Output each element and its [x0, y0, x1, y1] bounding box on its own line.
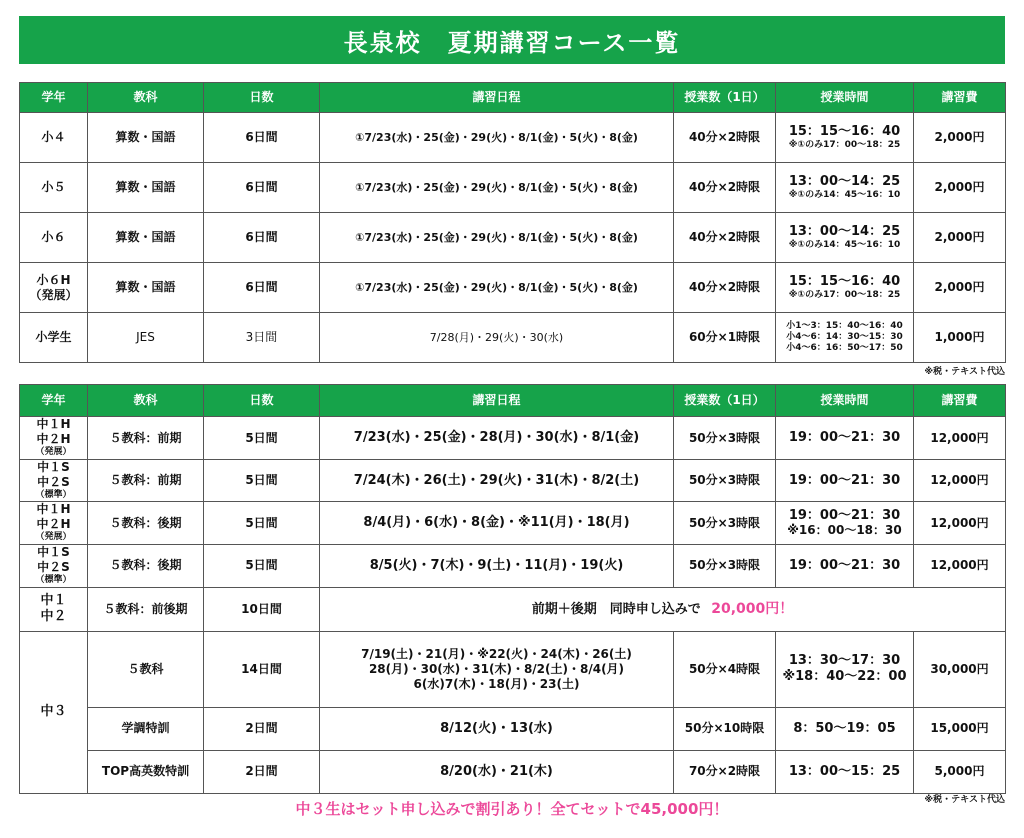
subject-cell: ５教科	[88, 631, 204, 707]
grade-cell: 中３	[20, 631, 88, 793]
time-cell	[776, 707, 914, 750]
time-main: 13：00〜15：25	[788, 763, 901, 779]
days-cell: 5日間	[204, 544, 320, 587]
grade-line: 中２S	[37, 475, 70, 489]
subject-cell: TOP高英数特訓	[88, 750, 204, 793]
table-row	[20, 313, 1006, 363]
time-main: 19：00〜21：30	[788, 557, 901, 573]
days-cell: 14日間	[204, 631, 320, 707]
grade-cell	[20, 460, 88, 502]
subject-cell: 算数・国語	[88, 213, 204, 263]
time-cell	[776, 502, 914, 544]
lessons-cell: 40分×2時限	[674, 263, 776, 313]
subject-cell: ５教科：前後期	[88, 587, 204, 631]
header-days: 日数	[204, 385, 320, 417]
time-line: 小4〜6：16：50〜17：50	[786, 343, 903, 354]
grade-cell	[20, 587, 88, 631]
fee-cell: 15,000円	[914, 707, 1006, 750]
days-cell: 10日間	[204, 587, 320, 631]
days-cell: 6日間	[204, 263, 320, 313]
header-days: 日数	[204, 83, 320, 113]
schedule-cell: ①7/23(水)・25(金)・29(火)・8/1(金)・5(火)・8(金)	[320, 113, 674, 163]
header-grade: 学年	[20, 83, 88, 113]
grade-cell	[20, 544, 88, 587]
grade-line: 中１H	[36, 502, 71, 517]
time-main: 8：50〜19：05	[793, 720, 896, 736]
schedule-cell: ①7/23(水)・25(金)・29(火)・8/1(金)・5(火)・8(金)	[320, 163, 674, 213]
header-fee: 講習費	[914, 385, 1006, 417]
schedule-cell: 7/23(水)・25(金)・28(月)・30(水)・8/1(金)	[320, 417, 674, 460]
fee-cell: 2,000円	[914, 163, 1006, 213]
grade-cell	[20, 502, 88, 544]
lessons-cell: 50分×3時限	[674, 460, 776, 502]
grade-line: （発展）	[29, 287, 78, 302]
table-row	[20, 502, 1006, 544]
days-cell: 2日間	[204, 707, 320, 750]
header-grade: 学年	[20, 385, 88, 417]
grade-line: （標準）	[35, 490, 72, 500]
table-row	[20, 417, 1006, 460]
schedule-cell: 8/20(水)・21(木)	[320, 750, 674, 793]
grade-line: 中２S	[37, 559, 70, 574]
bundle-offer-cell	[320, 587, 1006, 631]
days-cell: 6日間	[204, 213, 320, 263]
subject-cell: ５教科：前期	[88, 417, 204, 460]
table-row	[20, 460, 1006, 502]
grade-line: （標準）	[35, 574, 72, 585]
days-cell: 6日間	[204, 113, 320, 163]
time-cell	[776, 750, 914, 793]
fee-cell: 1,000円	[914, 313, 1006, 363]
header-time: 授業時間	[776, 83, 914, 113]
grade-line: 小６H	[36, 273, 71, 288]
subject-cell: 算数・国語	[88, 163, 204, 213]
header-schedule: 講習日程	[320, 83, 674, 113]
fee-cell: 12,000円	[914, 460, 1006, 502]
time-main: 13：30〜17：30	[788, 653, 901, 669]
table-row	[20, 163, 1006, 213]
grade-line: 中１S	[37, 544, 70, 559]
header-lessons: 授業数（1日）	[674, 385, 776, 417]
schedule-cell	[320, 631, 674, 707]
fee-cell: 12,000円	[914, 502, 1006, 544]
schedule-cell: ①7/23(水)・25(金)・29(火)・8/1(金)・5(火)・8(金)	[320, 213, 674, 263]
header-time: 授業時間	[776, 385, 914, 417]
lessons-cell: 50分×3時限	[674, 544, 776, 587]
schedule-cell: 8/12(火)・13(水)	[320, 707, 674, 750]
time-cell	[776, 263, 914, 313]
fee-cell: 5,000円	[914, 750, 1006, 793]
schedule-cell: 8/5(火)・7(木)・9(土)・11(月)・19(火)	[320, 544, 674, 587]
grade-line: 中１	[40, 592, 67, 608]
grade-line: 中２H	[36, 517, 71, 532]
time-line: 小4〜6：14：30〜15：30	[786, 331, 903, 342]
elementary-course-table	[19, 82, 1006, 363]
time-main: 19：00〜21：30	[788, 430, 901, 446]
header-lessons: 授業数（1日）	[674, 83, 776, 113]
time-cell	[776, 417, 914, 460]
grade-line: （発展）	[35, 447, 72, 458]
grade-cell: 小６	[20, 213, 88, 263]
header-schedule: 講習日程	[320, 385, 674, 417]
days-cell: 5日間	[204, 417, 320, 460]
header-subject: 教科	[88, 83, 204, 113]
days-cell: 5日間	[204, 460, 320, 502]
time-line: 小1〜3：15：40〜16：40	[786, 320, 903, 331]
subject-cell: ５教科：後期	[88, 544, 204, 587]
time-main: 13：00〜14：25	[788, 224, 901, 240]
subject-cell: 算数・国語	[88, 113, 204, 163]
fee-cell: 30,000円	[914, 631, 1006, 707]
time-sub: ※16：00〜18：30	[787, 523, 902, 538]
time-main: 15：15〜16：40	[788, 274, 901, 290]
time-cell	[776, 163, 914, 213]
time-cell	[776, 631, 914, 707]
lessons-cell: 50分×10時限	[674, 707, 776, 750]
grade-line: （発展）	[35, 532, 72, 543]
grade-line: 中２H	[36, 432, 71, 447]
time-sub: ※①のみ17：00〜18：25	[788, 139, 901, 150]
table-row	[20, 213, 1006, 263]
subject-cell: ５教科：後期	[88, 502, 204, 544]
bundle-offer-price: 20,000円！	[711, 600, 794, 617]
lessons-cell: 50分×4時限	[674, 631, 776, 707]
lessons-cell: 40分×2時限	[674, 113, 776, 163]
header-fee: 講習費	[914, 83, 1006, 113]
fee-cell: 12,000円	[914, 544, 1006, 587]
time-cell	[776, 544, 914, 587]
time-main: 13：00〜14：25	[788, 174, 901, 190]
lessons-cell: 50分×3時限	[674, 417, 776, 460]
subject-cell: 学調特訓	[88, 707, 204, 750]
tax-note: ※税・テキスト代込	[924, 795, 1005, 805]
table-row	[20, 631, 1006, 707]
lessons-cell: 70分×2時限	[674, 750, 776, 793]
tax-note: ※税・テキスト代込	[924, 367, 1005, 377]
fee-cell: 2,000円	[914, 113, 1006, 163]
subject-cell: 算数・国語	[88, 263, 204, 313]
time-sub: ※①のみ17：00〜18：25	[788, 289, 901, 300]
time-main: 19：00〜21：30	[788, 472, 901, 488]
lessons-cell: 50分×3時限	[674, 502, 776, 544]
schedule-line: 6(水)7(木)・18(月)・23(土)	[413, 676, 580, 691]
table-row	[20, 263, 1006, 313]
title-banner	[19, 16, 1005, 64]
schedule-cell: 7/24(木)・26(土)・29(火)・31(木)・8/2(土)	[320, 460, 674, 502]
lessons-cell: 40分×2時限	[674, 163, 776, 213]
days-cell: 5日間	[204, 502, 320, 544]
table-row	[20, 113, 1006, 163]
schedule-cell: 7/28(月)・29(火)・30(水)	[320, 313, 674, 363]
table-row	[20, 544, 1006, 587]
page-title: 長泉校 夏期講習コース一覧	[343, 28, 681, 57]
schedule-line: 7/19(土)・21(月)・※22(火)・24(木)・26(土)	[361, 646, 632, 661]
time-cell	[776, 213, 914, 263]
grade-line: 中１H	[36, 417, 71, 432]
table-header-row	[20, 83, 1006, 113]
table-header-row	[20, 385, 1006, 417]
time-cell	[776, 460, 914, 502]
time-sub: ※①のみ14：45〜16：10	[788, 239, 901, 250]
set-discount-promo: 中３生はセット申し込みで割引あり！全てセットで45,000円！	[295, 800, 729, 818]
subject-cell: JES	[88, 313, 204, 363]
time-sub: ※18：40〜22：00	[782, 669, 907, 684]
time-main: 19：00〜21：30	[788, 507, 901, 523]
time-cell	[776, 113, 914, 163]
table-row	[20, 750, 1006, 793]
fee-cell: 2,000円	[914, 263, 1006, 313]
junior-course-table	[19, 384, 1006, 794]
table-row	[20, 707, 1006, 750]
grade-cell	[20, 263, 88, 313]
days-cell: 6日間	[204, 163, 320, 213]
days-cell: 3日間	[204, 313, 320, 363]
time-main: 15：15〜16：40	[788, 124, 901, 140]
table-row	[20, 587, 1006, 631]
time-cell	[776, 313, 914, 363]
grade-line: 中１S	[37, 460, 70, 474]
schedule-cell: 8/4(月)・6(水)・8(金)・※11(月)・18(月)	[320, 502, 674, 544]
header-subject: 教科	[88, 385, 204, 417]
grade-line: 中２	[40, 609, 67, 624]
grade-cell: 小５	[20, 163, 88, 213]
lessons-cell: 60分×1時限	[674, 313, 776, 363]
schedule-line: 28(月)・30(水)・31(木)・8/2(土)・8/4(月)	[368, 661, 625, 676]
bundle-offer-text: 前期＋後期 同時申し込みで	[531, 601, 701, 617]
grade-cell	[20, 417, 88, 460]
subject-cell: ５教科：前期	[88, 460, 204, 502]
lessons-cell: 40分×2時限	[674, 213, 776, 263]
schedule-cell: ①7/23(水)・25(金)・29(火)・8/1(金)・5(火)・8(金)	[320, 263, 674, 313]
grade-cell: 小４	[20, 113, 88, 163]
grade-cell: 小学生	[20, 313, 88, 363]
time-sub: ※①のみ14：45〜16：10	[788, 189, 901, 200]
fee-cell: 2,000円	[914, 213, 1006, 263]
days-cell: 2日間	[204, 750, 320, 793]
fee-cell: 12,000円	[914, 417, 1006, 460]
